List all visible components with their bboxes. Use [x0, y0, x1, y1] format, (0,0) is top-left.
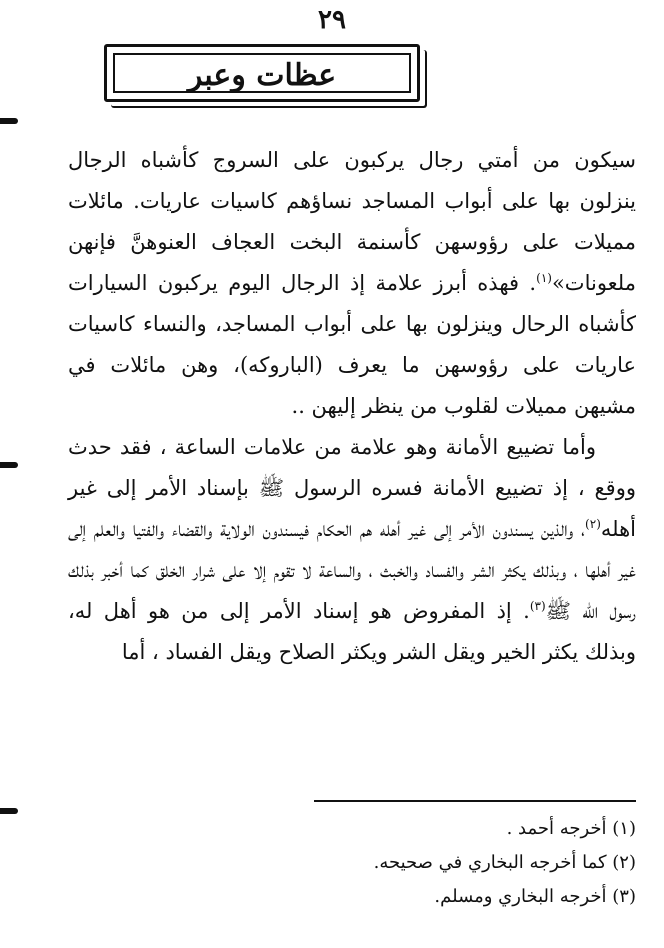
- margin-mark: [0, 118, 18, 124]
- margin-mark: [0, 462, 18, 468]
- paragraph-2-text-c: . إذ المفروض هو إسناد الأمر إلى من هو أهل له، وبذلك يكثر الخير ويقل الشر ويكثر الصلاح ويقل الفساد ، أما: [68, 599, 636, 664]
- footnote-1: (١) أخرجه أحمد .: [506, 818, 636, 839]
- chapter-banner: [104, 44, 420, 102]
- margin-mark: [0, 808, 18, 814]
- paragraph-1-text-a: سيكون من أمتي رجال يركبون على السروج كأشباه الرجال ينزلون بها على أبواب المساجد نساؤهم كاسيات عاريات. مائلات مميلات على رؤوسهن كأسنمة البخت العجاف العنوهنَّ فإنهن ملعونات»: [68, 148, 636, 295]
- banner-title: عظات وعبر: [187, 58, 337, 93]
- footnote-ref-1: (١): [536, 271, 552, 285]
- footnote-ref-3: (٣): [529, 599, 546, 613]
- footnote-divider: [314, 800, 636, 802]
- footnote-2: (٢) كما أخرجه البخاري في صحيحه.: [373, 852, 636, 873]
- footnotes: [68, 812, 636, 914]
- body-text: [68, 140, 636, 673]
- page-number: ٢٩: [318, 5, 346, 35]
- paragraph-2: [68, 427, 636, 673]
- footnote-ref-2: (٢): [585, 517, 601, 531]
- paragraph-2-text-a: وأما تضييع الأمانة وهو علامة من علامات الساعة ، فقد حدث ووقع ، إذ تضييع الأمانة فسره الرسول ﷺ بإسناد الأمر إلى غير أهله: [68, 435, 636, 541]
- paragraph-1: [68, 140, 636, 427]
- paragraph-1-text-b: . فهذه أبرز علامة إذ الرجال اليوم يركبون السيارات كأشباه الرحال وينزلون بها على أبواب المساجد، والنساء كاسيات عاريات على رؤوسهن ما يعرف (الباروكه)، وهن مائلات في مشيهن مميلات لقلوب من ينظر إليهن ..: [68, 271, 636, 418]
- footnote-3: (٣) أخرجه البخاري ومسلم.: [434, 886, 636, 907]
- paragraph-2-text-b: ، والذين يسندون الأمر إلى غير أهله هم الحكام فيسندون الولاية والقضاء والفتيا والعلم إلى غير أهلها ، وبذلك يكثر الشر والفساد والخبث ، والساعة لا تقوم إلا على شرار الخلق كما أخبر بذلك رسول الله ﷺ: [68, 517, 636, 623]
